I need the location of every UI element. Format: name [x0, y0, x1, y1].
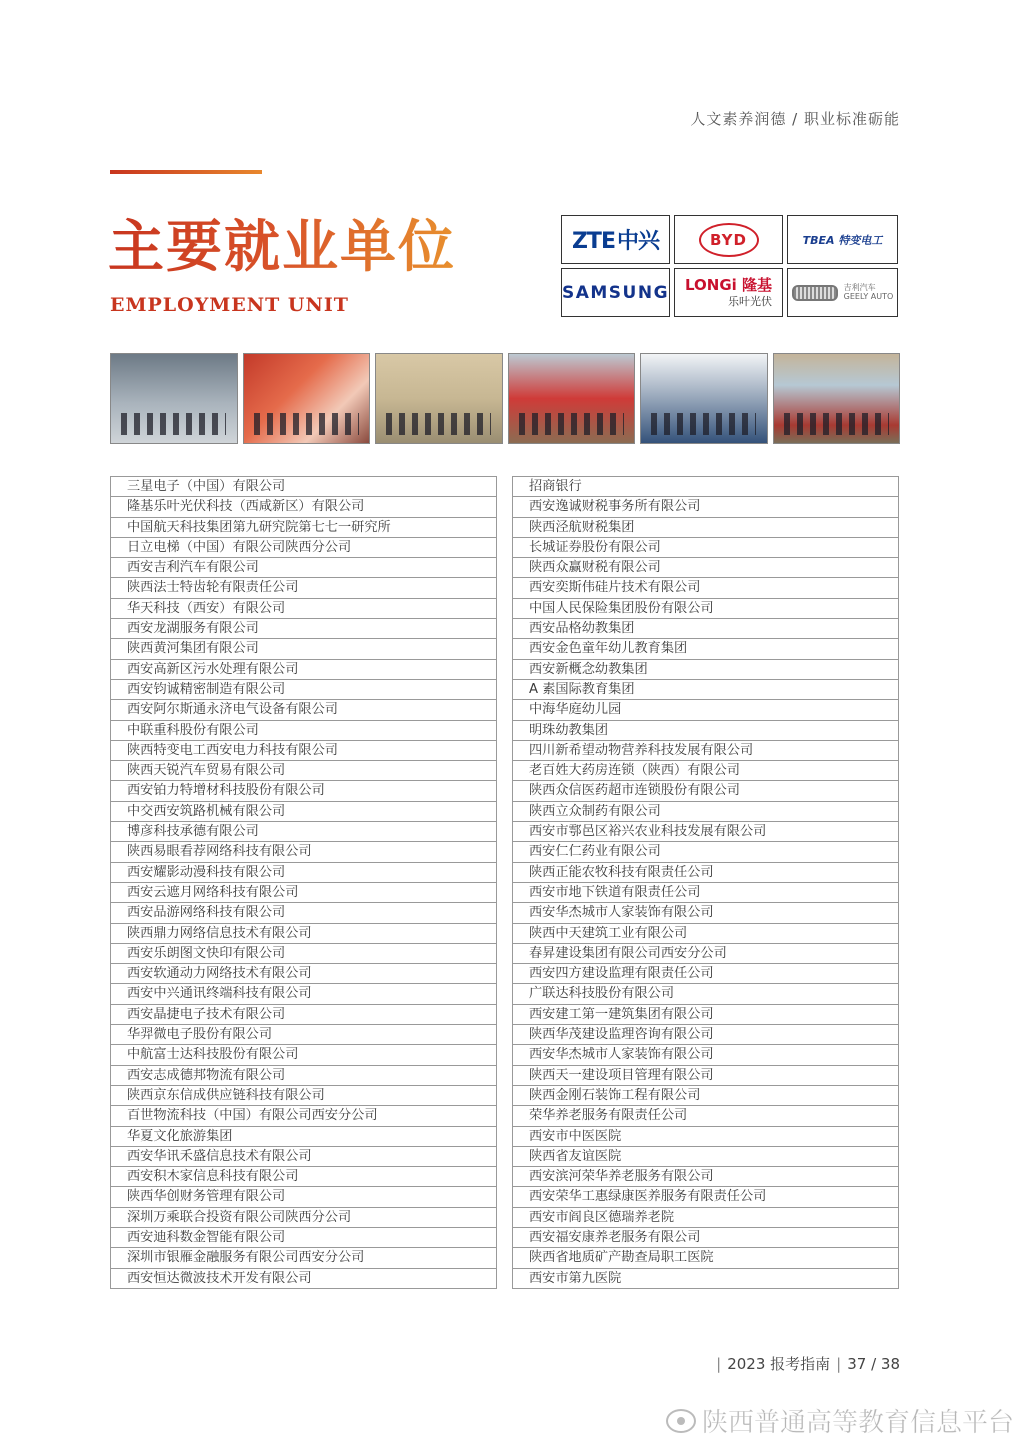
company-row: 西安乐朗图文快印有限公司	[110, 944, 497, 964]
watermark-text: 陕西普通高等教育信息平台	[701, 1408, 1014, 1438]
geely-logo	[787, 268, 898, 317]
photo-strip	[110, 353, 900, 444]
company-row: 西安钧诚精密制造有限公司	[110, 680, 497, 700]
company-row: 西安龙湖服务有限公司	[110, 619, 497, 639]
tbea-logo-text: TBEA 特变电工	[802, 233, 883, 247]
company-row: 中航富士达科技股份有限公司	[110, 1045, 497, 1065]
company-row: 西安高新区污水处理有限公司	[110, 660, 497, 680]
accent-line	[110, 170, 262, 174]
samsung-logo	[561, 268, 670, 317]
photo-1	[110, 353, 238, 444]
company-row: 隆基乐叶光伏科技（西咸新区）有限公司	[110, 497, 497, 517]
company-row: 西安新概念幼教集团	[512, 660, 899, 680]
company-row: 西安市阎良区德瑞养老院	[512, 1208, 899, 1228]
photo-2	[243, 353, 371, 444]
watermark	[666, 1402, 1014, 1439]
company-row: 长城证券股份有限公司	[512, 538, 899, 558]
company-row: A 素国际教育集团	[512, 680, 899, 700]
company-row: 西安阿尔斯通永济电气设备有限公司	[110, 700, 497, 720]
company-row: 中联重科股份有限公司	[110, 721, 497, 741]
company-row: 陕西众信医药超市连锁股份有限公司	[512, 781, 899, 801]
company-row: 陕西易眼看荐网络科技有限公司	[110, 842, 497, 862]
company-row: 西安软通动力网络技术有限公司	[110, 964, 497, 984]
longi-logo	[674, 268, 783, 317]
company-row: 广联达科技股份有限公司	[512, 984, 899, 1004]
company-row: 西安吉利汽车有限公司	[110, 558, 497, 578]
samsung-logo-text: SAMSUNG	[561, 282, 670, 303]
company-row: 西安志成德邦物流有限公司	[110, 1066, 497, 1086]
company-row: 陕西省地质矿产勘查局职工医院	[512, 1248, 899, 1268]
byd-logo	[674, 215, 783, 264]
company-row: 西安积木家信息科技有限公司	[110, 1167, 497, 1187]
company-row: 陕西中天建筑工业有限公司	[512, 924, 899, 944]
company-row: 中交西安筑路机械有限公司	[110, 802, 497, 822]
company-row: 中国航天科技集团第九研究院第七七一研究所	[110, 518, 497, 538]
company-row: 深圳万乘联合投资有限公司陕西分公司	[110, 1208, 497, 1228]
company-row: 老百姓大药房连锁（陕西）有限公司	[512, 761, 899, 781]
page-footer: | 2023 报考指南 | 37 / 38	[716, 1355, 900, 1373]
photo-3	[375, 353, 503, 444]
company-row: 西安铂力特增材科技股份有限公司	[110, 781, 497, 801]
company-row: 陕西鼎力网络信息技术有限公司	[110, 924, 497, 944]
company-row: 陕西特变电工西安电力科技有限公司	[110, 741, 497, 761]
company-row: 百世物流科技（中国）有限公司西安分公司	[110, 1106, 497, 1126]
company-row: 陕西省友谊医院	[512, 1147, 899, 1167]
geely-emblem-icon	[792, 285, 838, 301]
longi-logo-text: LONGi 隆基	[684, 276, 772, 294]
company-row: 西安滨河荣华养老服务有限公司	[512, 1167, 899, 1187]
company-row: 陕西泾航财税集团	[512, 518, 899, 538]
company-row: 陕西华创财务管理有限公司	[110, 1187, 497, 1207]
company-row: 西安云遮月网络科技有限公司	[110, 883, 497, 903]
zte-logo-cn: 中兴	[616, 229, 659, 254]
zte-logo	[561, 215, 670, 264]
logo-grid	[561, 215, 900, 318]
company-row: 西安市鄠邑区裕兴农业科技发展有限公司	[512, 822, 899, 842]
company-row: 西安市地下铁道有限责任公司	[512, 883, 899, 903]
header-tagline: 人文素养润德 / 职业标准砺能	[690, 110, 900, 128]
company-row: 陕西天锐汽车贸易有限公司	[110, 761, 497, 781]
company-row: 四川新希望动物营养科技发展有限公司	[512, 741, 899, 761]
company-row: 西安奕斯伟硅片技术有限公司	[512, 578, 899, 598]
section-title: 主要就业单位	[108, 214, 456, 280]
company-row: 陕西法士特齿轮有限责任公司	[110, 578, 497, 598]
company-row: 西安金色童年幼儿教育集团	[512, 639, 899, 659]
company-row: 陕西华茂建设监理咨询有限公司	[512, 1025, 899, 1045]
longi-logo-sub: 乐叶光伏	[728, 295, 772, 308]
company-row: 陕西金刚石装饰工程有限公司	[512, 1086, 899, 1106]
company-row: 春昇建设集团有限公司西安分公司	[512, 944, 899, 964]
company-row: 西安华讯禾盛信息技术有限公司	[110, 1147, 497, 1167]
company-row: 华天科技（西安）有限公司	[110, 599, 497, 619]
geely-logo-sub: GEELY AUTO	[843, 291, 894, 301]
photo-6	[773, 353, 901, 444]
company-row: 西安恒达微波技术开发有限公司	[110, 1269, 497, 1289]
company-row: 陕西正能农牧科技有限责任公司	[512, 863, 899, 883]
company-row: 陕西天一建设项目管理有限公司	[512, 1066, 899, 1086]
company-row: 西安市第九医院	[512, 1269, 899, 1289]
company-row: 西安华杰城市人家装饰有限公司	[512, 903, 899, 923]
company-row: 陕西众赢财税有限公司	[512, 558, 899, 578]
company-row: 西安耀影动漫科技有限公司	[110, 863, 497, 883]
company-row: 西安中兴通讯终端科技有限公司	[110, 984, 497, 1004]
company-row: 西安品格幼教集团	[512, 619, 899, 639]
company-row: 陕西京东信成供应链科技有限公司	[110, 1086, 497, 1106]
company-list-left	[110, 476, 497, 1289]
section-subtitle: EMPLOYMENT UNIT	[110, 294, 349, 316]
company-list-right	[512, 476, 899, 1289]
company-row: 西安仁仁药业有限公司	[512, 842, 899, 862]
company-row: 西安迪科数金智能有限公司	[110, 1228, 497, 1248]
company-row: 日立电梯（中国）有限公司陕西分公司	[110, 538, 497, 558]
photo-4	[508, 353, 636, 444]
tbea-logo	[787, 215, 898, 264]
geely-logo-text: 吉利汽车	[843, 282, 876, 292]
company-row: 西安逸诚财税事务所有限公司	[512, 497, 899, 517]
company-row: 陕西立众制药有限公司	[512, 802, 899, 822]
guide-label: 2023 报考指南	[727, 1355, 831, 1373]
company-row: 西安市中医医院	[512, 1127, 899, 1147]
company-row: 中国人民保险集团股份有限公司	[512, 599, 899, 619]
company-row: 西安建工第一建筑集团有限公司	[512, 1005, 899, 1025]
photo-5	[640, 353, 768, 444]
company-row: 深圳市银雁金融服务有限公司西安分公司	[110, 1248, 497, 1268]
company-row: 华羿微电子股份有限公司	[110, 1025, 497, 1045]
company-row: 西安晶捷电子技术有限公司	[110, 1005, 497, 1025]
company-row: 博彦科技承德有限公司	[110, 822, 497, 842]
byd-logo-text: BYD	[699, 223, 759, 257]
company-row: 西安荣华工惠绿康医养服务有限责任公司	[512, 1187, 899, 1207]
company-row: 三星电子（中国）有限公司	[110, 477, 497, 497]
company-row: 西安四方建设监理有限责任公司	[512, 964, 899, 984]
company-row: 荣华养老服务有限责任公司	[512, 1106, 899, 1126]
company-row: 中海华庭幼儿园	[512, 700, 899, 720]
page-number: 37 / 38	[847, 1355, 900, 1373]
company-row: 陕西黄河集团有限公司	[110, 639, 497, 659]
weibo-icon	[666, 1409, 696, 1433]
company-row: 西安华杰城市人家装饰有限公司	[512, 1045, 899, 1065]
company-row: 招商银行	[512, 477, 899, 497]
company-row: 华夏文化旅游集团	[110, 1127, 497, 1147]
zte-logo-text: ZTE	[571, 229, 615, 254]
company-row: 西安品游网络科技有限公司	[110, 903, 497, 923]
company-row: 西安福安康养老服务有限公司	[512, 1228, 899, 1248]
company-row: 明珠幼教集团	[512, 721, 899, 741]
